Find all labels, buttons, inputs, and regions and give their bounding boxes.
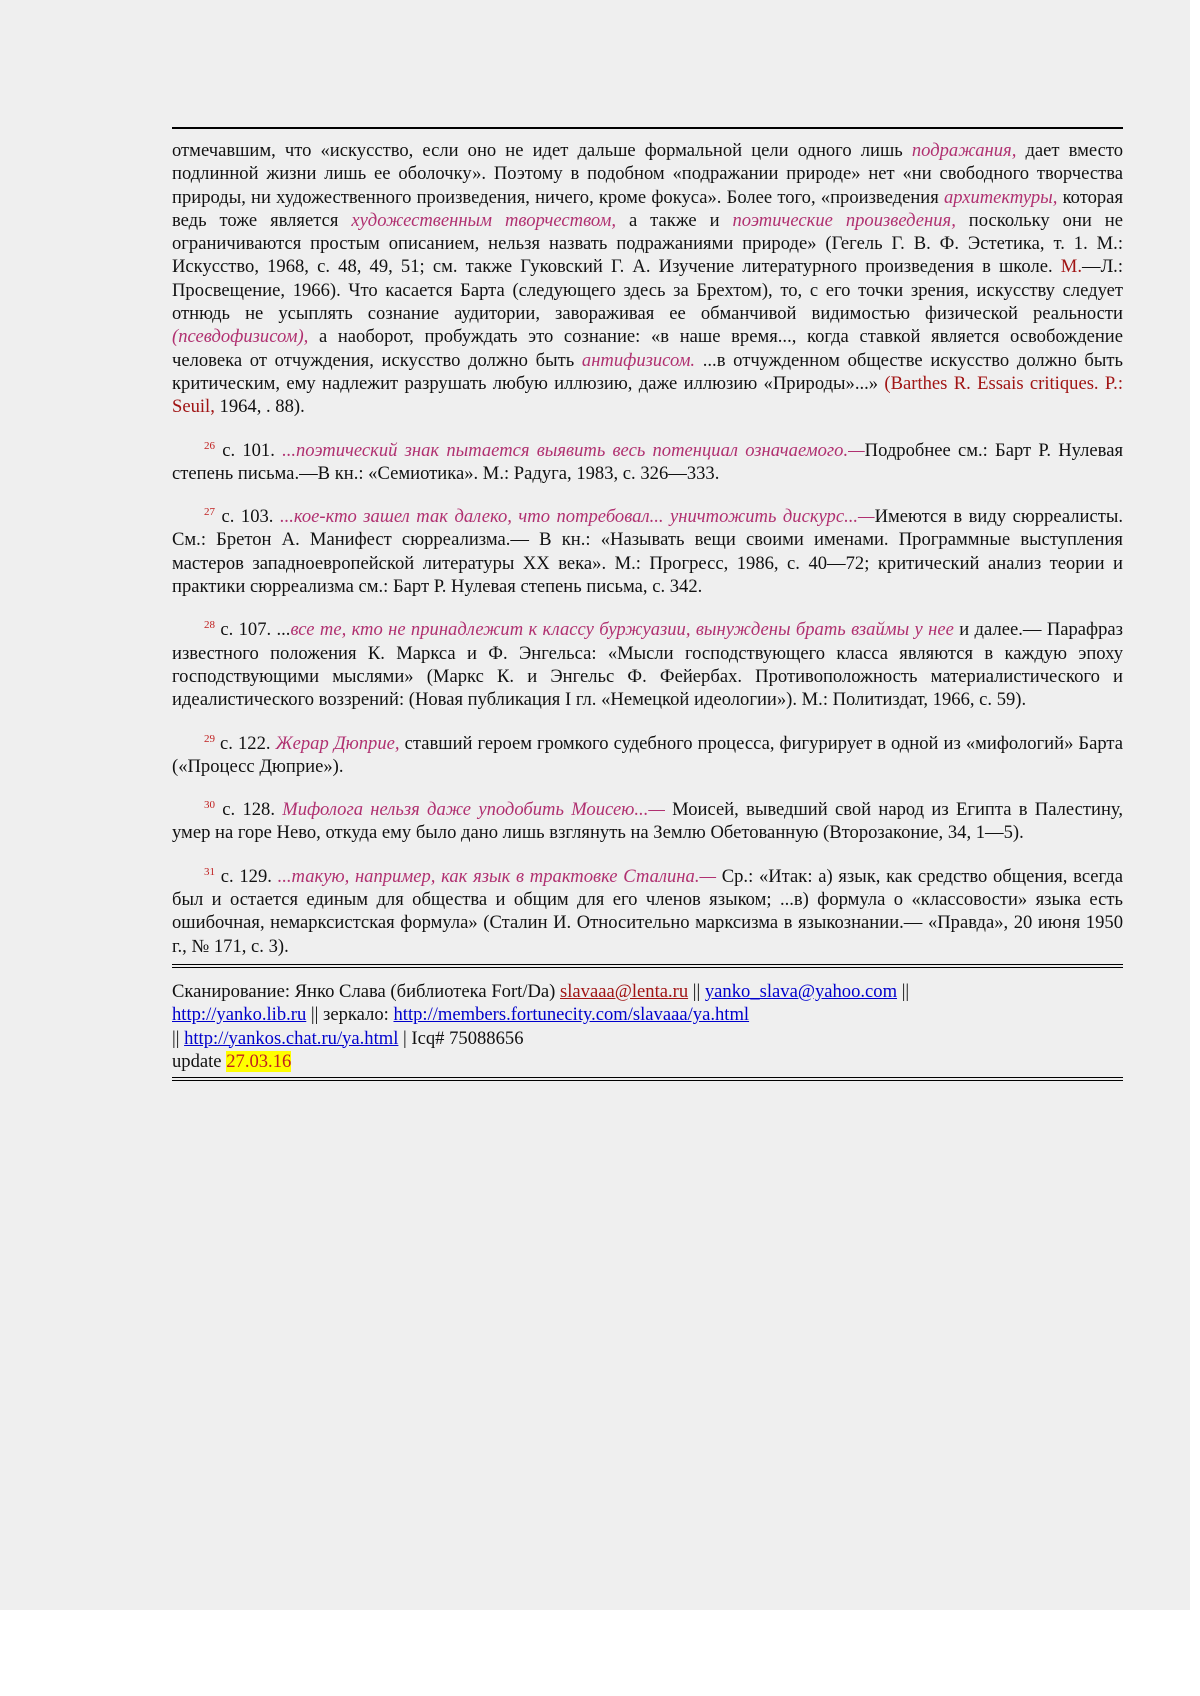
footnote-number: 30 bbox=[204, 799, 215, 812]
footnote-quote: Мифолога нельзя даже уподобить Моисею...— bbox=[282, 799, 665, 821]
footnote-page-ref: с. 129. bbox=[215, 865, 278, 887]
citation-run: (Barthes R. Essais critiques. P.: Seuil, bbox=[172, 372, 1123, 418]
footnote-number: 27 bbox=[204, 506, 215, 519]
footnote-quote: ...такую, например, как язык в трактовке Сталина.— bbox=[277, 865, 716, 887]
footnote-number: 28 bbox=[204, 619, 215, 632]
footer-top-rule bbox=[172, 964, 1123, 968]
continuation-paragraph bbox=[172, 139, 1123, 419]
footer-bottom-rule bbox=[172, 1077, 1123, 1081]
site-link[interactable]: http://yanko.lib.ru bbox=[172, 1004, 307, 1026]
text-run: а наоборот, пробуждать это сознание: «в наше время..., когда ставкой является освобождение человека от отчуждения, искусство должно быть bbox=[172, 326, 1123, 371]
emphasis-run: подражания, bbox=[911, 140, 1017, 161]
footnote-29 bbox=[172, 732, 1123, 779]
emphasis-run: архитектуры, bbox=[943, 186, 1058, 208]
chat-site-link[interactable]: http://yankos.chat.ru/ya.html bbox=[184, 1027, 399, 1049]
footnote-text: Моисей, выведший свой народ из Египта в Палестину, умер на горе Нево, откуда ему было дано лишь взглянуть на Землю Обетованную (Второзаконие, 34, 1—5). bbox=[172, 799, 1123, 844]
footnote-quote: ...кое-кто зашел так далеко, что потребовал... уничтожить дискурс...— bbox=[279, 506, 875, 528]
text-run: ...в отчужденном обществе искусство должно быть критическим, ему надлежит разрушать любую иллюзию, даже иллюзию «Природы»...» bbox=[172, 349, 1123, 394]
separator: || bbox=[688, 980, 705, 1002]
footnote-number: 31 bbox=[204, 865, 215, 878]
text-run: поскольку они не ограничиваются простым описанием, нельзя назвать подражаниями природе» (Гегель Г. В. Ф. Эстетика, т. 1. М.: Искусство, 1968, с. 48, 49, 51; см. также Гуковский Г. А. Изучение литературного произведения в школе. bbox=[172, 209, 1124, 278]
highlight-run: М. bbox=[1060, 256, 1082, 278]
separator: || bbox=[897, 980, 910, 1002]
footer-line-chat bbox=[172, 1027, 1123, 1050]
separator: || bbox=[172, 1027, 185, 1049]
document-content bbox=[172, 127, 1123, 1081]
top-rule bbox=[172, 127, 1123, 129]
footnote-text: и далее.— Парафраз известного положения К. Маркса и Ф. Энгельса: «Мысли господствующего класса являются в каждую эпоху господствующими мыслями» (Маркс К. и Энгельс Ф. Фейербах. Противоположность материалистического и идеалистического воззрений: (Новая публикация I гл. «Немецкой идеологии»). М.: Политиздат, 1966, с. 59). bbox=[172, 619, 1123, 711]
mirror-link[interactable]: http://members.fortunecity.com/slavaaa/ya.html bbox=[393, 1004, 750, 1026]
footnote-quote: Жерар Дюприе, bbox=[275, 732, 400, 754]
footnote-27 bbox=[172, 505, 1123, 598]
emphasis-run: поэтические произведения, bbox=[732, 209, 956, 231]
update-date: 27.03.16 bbox=[226, 1050, 292, 1072]
text-run: —Л.: Просвещение, 1966). Что касается Барта (следующего здесь за Брехтом), то, с его точки зрения, искусству следует отнюдь не усыплять сознание аудитории, завораживая ее обманчивой видимостью физической реальности bbox=[172, 256, 1123, 325]
mirror-label: || зеркало: bbox=[306, 1004, 394, 1026]
text-run: 1964, . 88). bbox=[214, 396, 305, 418]
footnote-number: 29 bbox=[204, 732, 215, 745]
icq-number: | Icq# 75088656 bbox=[398, 1027, 524, 1049]
text-run: отмечавшим, что «искусство, если оно не идет дальше формальной цели одного лишь bbox=[172, 140, 912, 161]
scan-credit-label: Сканирование: Янко Слава (библиотека Fort/Da) bbox=[172, 980, 561, 1002]
footnote-quote: ...поэтический знак пытается выявить весь потенциал означаемого.— bbox=[282, 439, 865, 461]
footnote-page-ref: с. 128. bbox=[215, 799, 283, 821]
text-run: а также и bbox=[616, 209, 733, 231]
email-link-lenta[interactable]: slavaaa@lenta.ru bbox=[560, 980, 689, 1002]
footnote-quote: все те, кто не принадлежит к классу буржуазии, вынуждены брать взаймы у нее bbox=[290, 619, 954, 641]
footnote-text: ставший героем громкого судебного процесса, фигурирует в одной из «мифологий» Барта («Процесс Дюприе»). bbox=[172, 732, 1124, 777]
update-label: update bbox=[172, 1050, 227, 1072]
footnote-text: Подробнее см.: Барт Р. Нулевая степень письма.—В кн.: «Семиотика». М.: Радуга, 1983, с. 326—333. bbox=[172, 439, 1124, 484]
footer-line-credits bbox=[172, 980, 1123, 1003]
footer-line-update bbox=[172, 1050, 1123, 1073]
footnote-text: Имеются в виду сюрреалисты. См.: Бретон А. Манифест сюрреализма.— В кн.: «Называть вещи своими именами. Программные выступления мастеров западноевропейской литературы XX века». М.: Прогресс, 1986, с. 40—72; критический анализ теории и практики сюрреализма см.: Барт Р. Нулевая степень письма, с. 342. bbox=[172, 506, 1123, 598]
footnote-page-ref: с. 103. bbox=[215, 506, 280, 528]
footnote-26 bbox=[172, 439, 1123, 486]
text-run: которая ведь тоже является bbox=[172, 186, 1123, 231]
footer-line-sites bbox=[172, 1003, 1123, 1026]
footnote-page-ref: с. 122. bbox=[215, 732, 276, 754]
emphasis-run: художественным творчеством, bbox=[351, 209, 617, 231]
footnote-31 bbox=[172, 865, 1123, 958]
footnote-28 bbox=[172, 618, 1123, 711]
footnote-text: Ср.: «Итак: а) язык, как средство общения, всегда был и остается единым для общества и общим для его членов языком; ...в) формула о «классовости» языка есть ошибочная, немарксистская формула» (Сталин И. Относительно марксизма в языкознании.— «Правда», 20 июня 1950 г., № 171, с. 3). bbox=[172, 865, 1123, 957]
footnote-number: 26 bbox=[204, 439, 215, 452]
scan-footer bbox=[172, 980, 1123, 1073]
emphasis-run: (псевдофизисом), bbox=[172, 326, 309, 348]
footnote-30 bbox=[172, 798, 1123, 845]
emphasis-run: антифизисом. bbox=[581, 349, 696, 371]
text-run: дает вместо подлинной жизни лишь ее оболочку». Поэтому в подобном «подражании природе» нет «ни свободного творчества природы, ни художественного произведения, ничего, кроме фокуса». Более того, «произведения bbox=[172, 140, 1123, 208]
footnote-page-ref: с. 101. bbox=[215, 439, 283, 461]
email-link-yahoo[interactable]: yanko_slava@yahoo.com bbox=[704, 980, 898, 1002]
footnote-page-ref: с. 107. ... bbox=[215, 619, 291, 641]
